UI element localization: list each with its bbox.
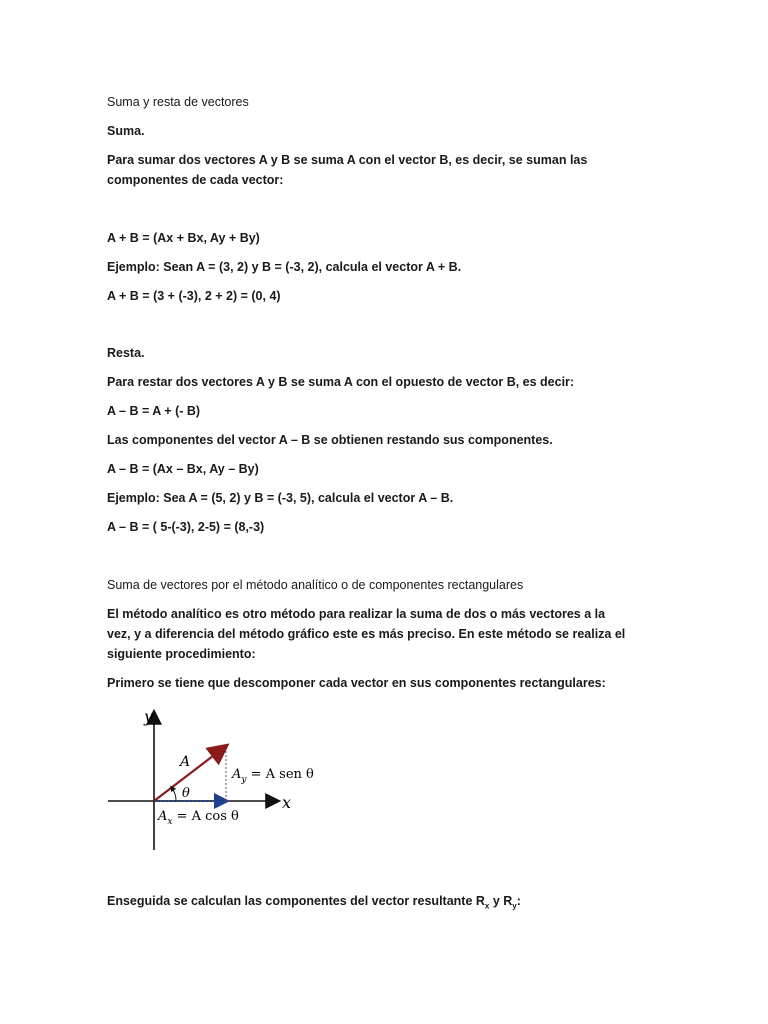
resta-components: Las componentes del vector A – B se obtienen restando sus componentes. [107, 433, 553, 447]
y-axis-label: y [144, 707, 154, 726]
ay-symbol: A [232, 767, 242, 782]
resta-example: Ejemplo: Sea A = (5, 2) y B = (-3, 5), calcula el vector A – B. [107, 491, 454, 505]
ax-equation [157, 809, 239, 827]
suma-intro: Para sumar dos vectores A y B se suma A con el vector B, es decir, se suman las componentes de cada vector: [107, 153, 588, 187]
theta-label: θ [182, 786, 190, 801]
suma-formula: A + B = (Ax + Bx, Ay + By) [107, 231, 260, 245]
vector-components-diagram [100, 700, 330, 860]
resta-heading: Resta. [107, 346, 145, 360]
suma-result: A + B = (3 + (-3), 2 + 2) = (0, 4) [107, 289, 281, 303]
x-axis-label: x [282, 793, 292, 812]
final-sub-y: y [512, 901, 517, 911]
ax-subscript: x [167, 817, 173, 827]
ay-equation [231, 767, 314, 785]
final-text-suffix: : [516, 894, 521, 908]
ay-subscript: y [241, 775, 247, 785]
resta-formula: A – B = (Ax – Bx, Ay – By) [107, 462, 259, 476]
resta-result: A – B = ( 5-(-3), 2-5) = (8,-3) [107, 520, 265, 534]
resta-opposite: A – B = A + (- B) [107, 404, 201, 418]
metodo-intro: El método analítico es otro método para realizar la suma de dos o más vectores a la vez, y a diferencia del método gráfico este es más preciso. En este método se realiza el siguiente procedimiento: [107, 607, 626, 661]
suma-example: Ejemplo: Sean A = (3, 2) y B = (-3, 2), calcula el vector A + B. [107, 260, 462, 274]
metodo-step1: Primero se tiene que descomponer cada vector en sus componentes rectangulares: [107, 676, 606, 690]
angle-arc [172, 788, 176, 801]
final-text-prefix: Enseguida se calculan las componentes del vector resultante R [107, 894, 485, 908]
ax-symbol: A [158, 809, 168, 824]
final-sub-x: x [484, 901, 490, 911]
suma-heading: Suma. [107, 124, 145, 138]
final-text [107, 891, 521, 917]
vector-a-label: A [180, 754, 191, 770]
resta-intro: Para restar dos vectores A y B se suma A con el opuesto de vector B, es decir: [107, 375, 575, 389]
final-text-mid: y R [489, 894, 513, 908]
ay-rhs: = A sen θ [246, 767, 314, 782]
doc-title: Suma y resta de vectores [107, 95, 249, 109]
metodo-heading: Suma de vectores por el método analítico o de componentes rectangulares [107, 578, 524, 592]
ax-rhs: = A cos θ [172, 809, 239, 824]
